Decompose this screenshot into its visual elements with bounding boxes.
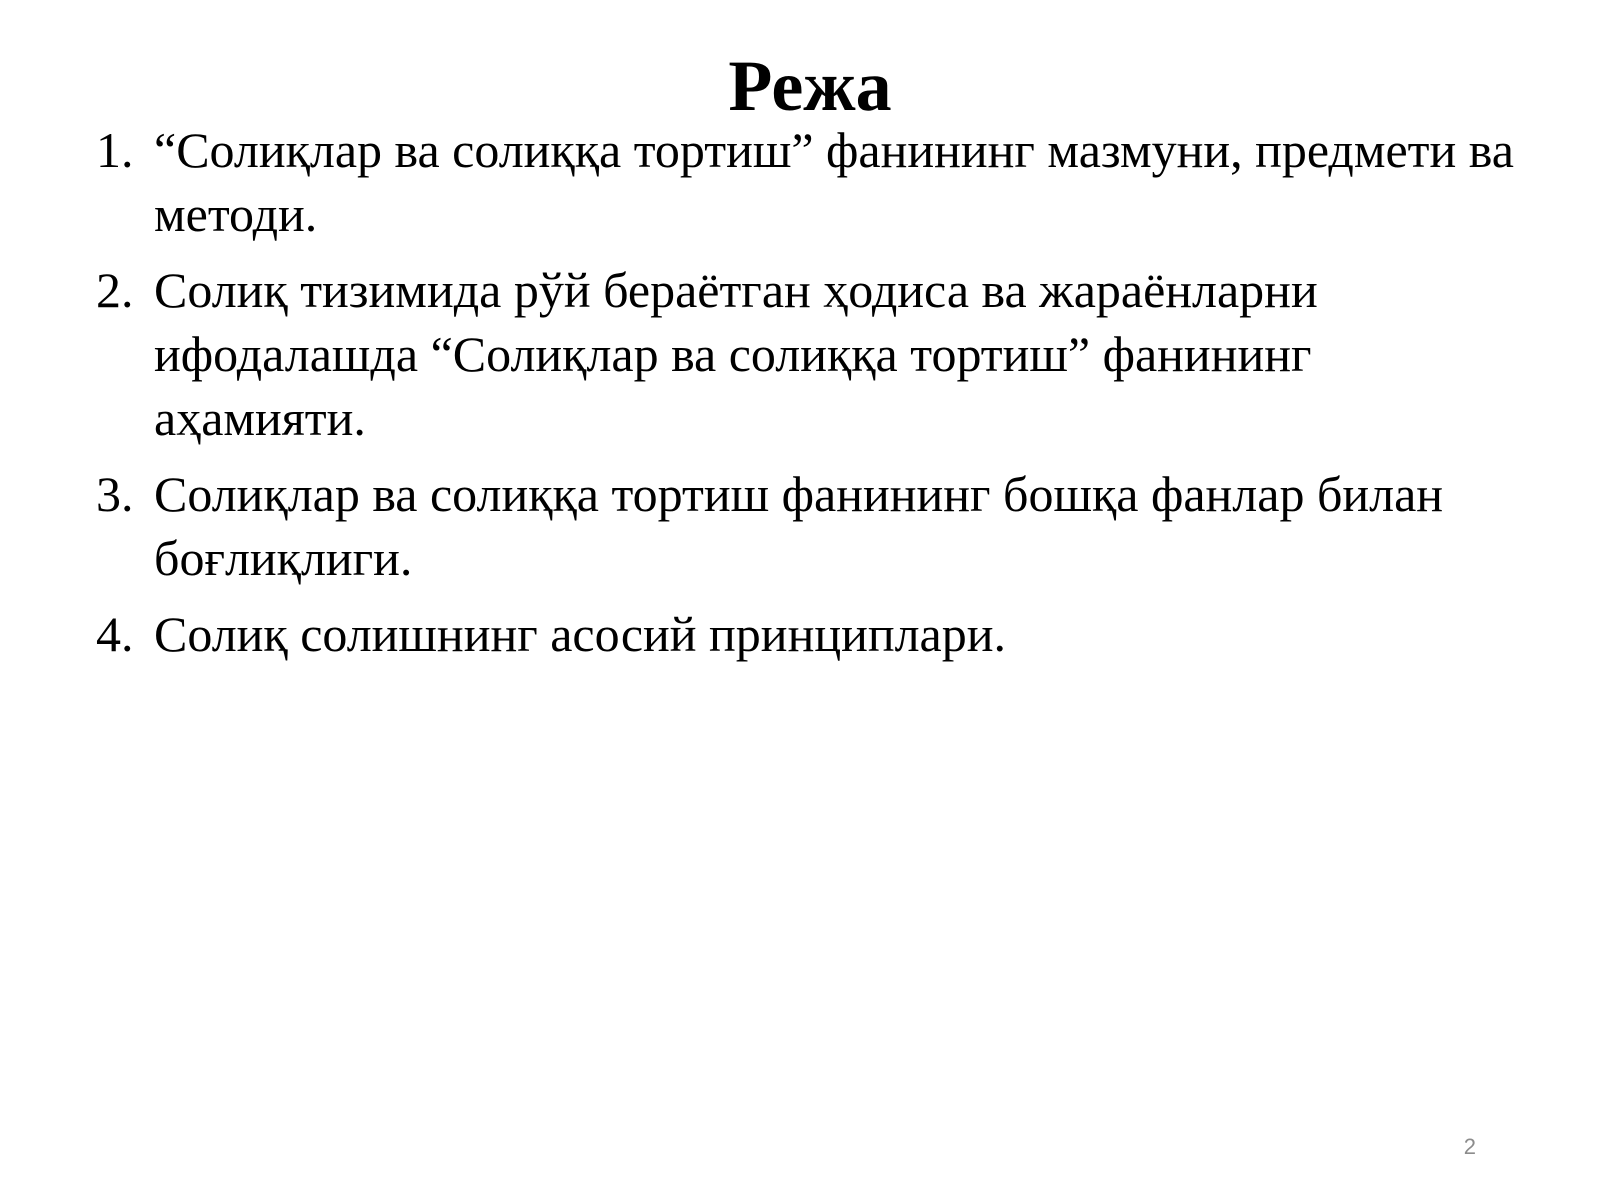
plan-item-number: 2. xyxy=(96,262,134,318)
plan-item-number: 3. xyxy=(96,466,134,522)
plan-item-number: 4. xyxy=(96,606,134,662)
plan-item-text: Солиқ солишнинг асосий принциплари. xyxy=(154,606,1007,662)
plan-item-text: Солиқлар ва солиққа тортиш фанининг бошқа фанлар билан боғлиқлиги. xyxy=(154,466,1444,586)
plan-item-4 xyxy=(96,602,1576,666)
plan-item-text: Солиқ тизимида рўй бераётган ҳодиса ва жараёнларни ифодалашда “Солиқлар ва солиққа тортиш” фанининг аҳамияти. xyxy=(154,262,1318,446)
plan-list xyxy=(96,118,1576,678)
slide-title: Режа xyxy=(728,46,892,126)
plan-item-3 xyxy=(96,462,1576,590)
page-number: 2 xyxy=(1463,1134,1476,1159)
plan-item-text: “Солиқлар ва солиққа тортиш” фанининг мазмуни, предмети ва методи. xyxy=(154,122,1514,242)
plan-item-number: 1. xyxy=(96,122,134,178)
plan-item-2 xyxy=(96,258,1576,450)
plan-item-1 xyxy=(96,118,1576,246)
